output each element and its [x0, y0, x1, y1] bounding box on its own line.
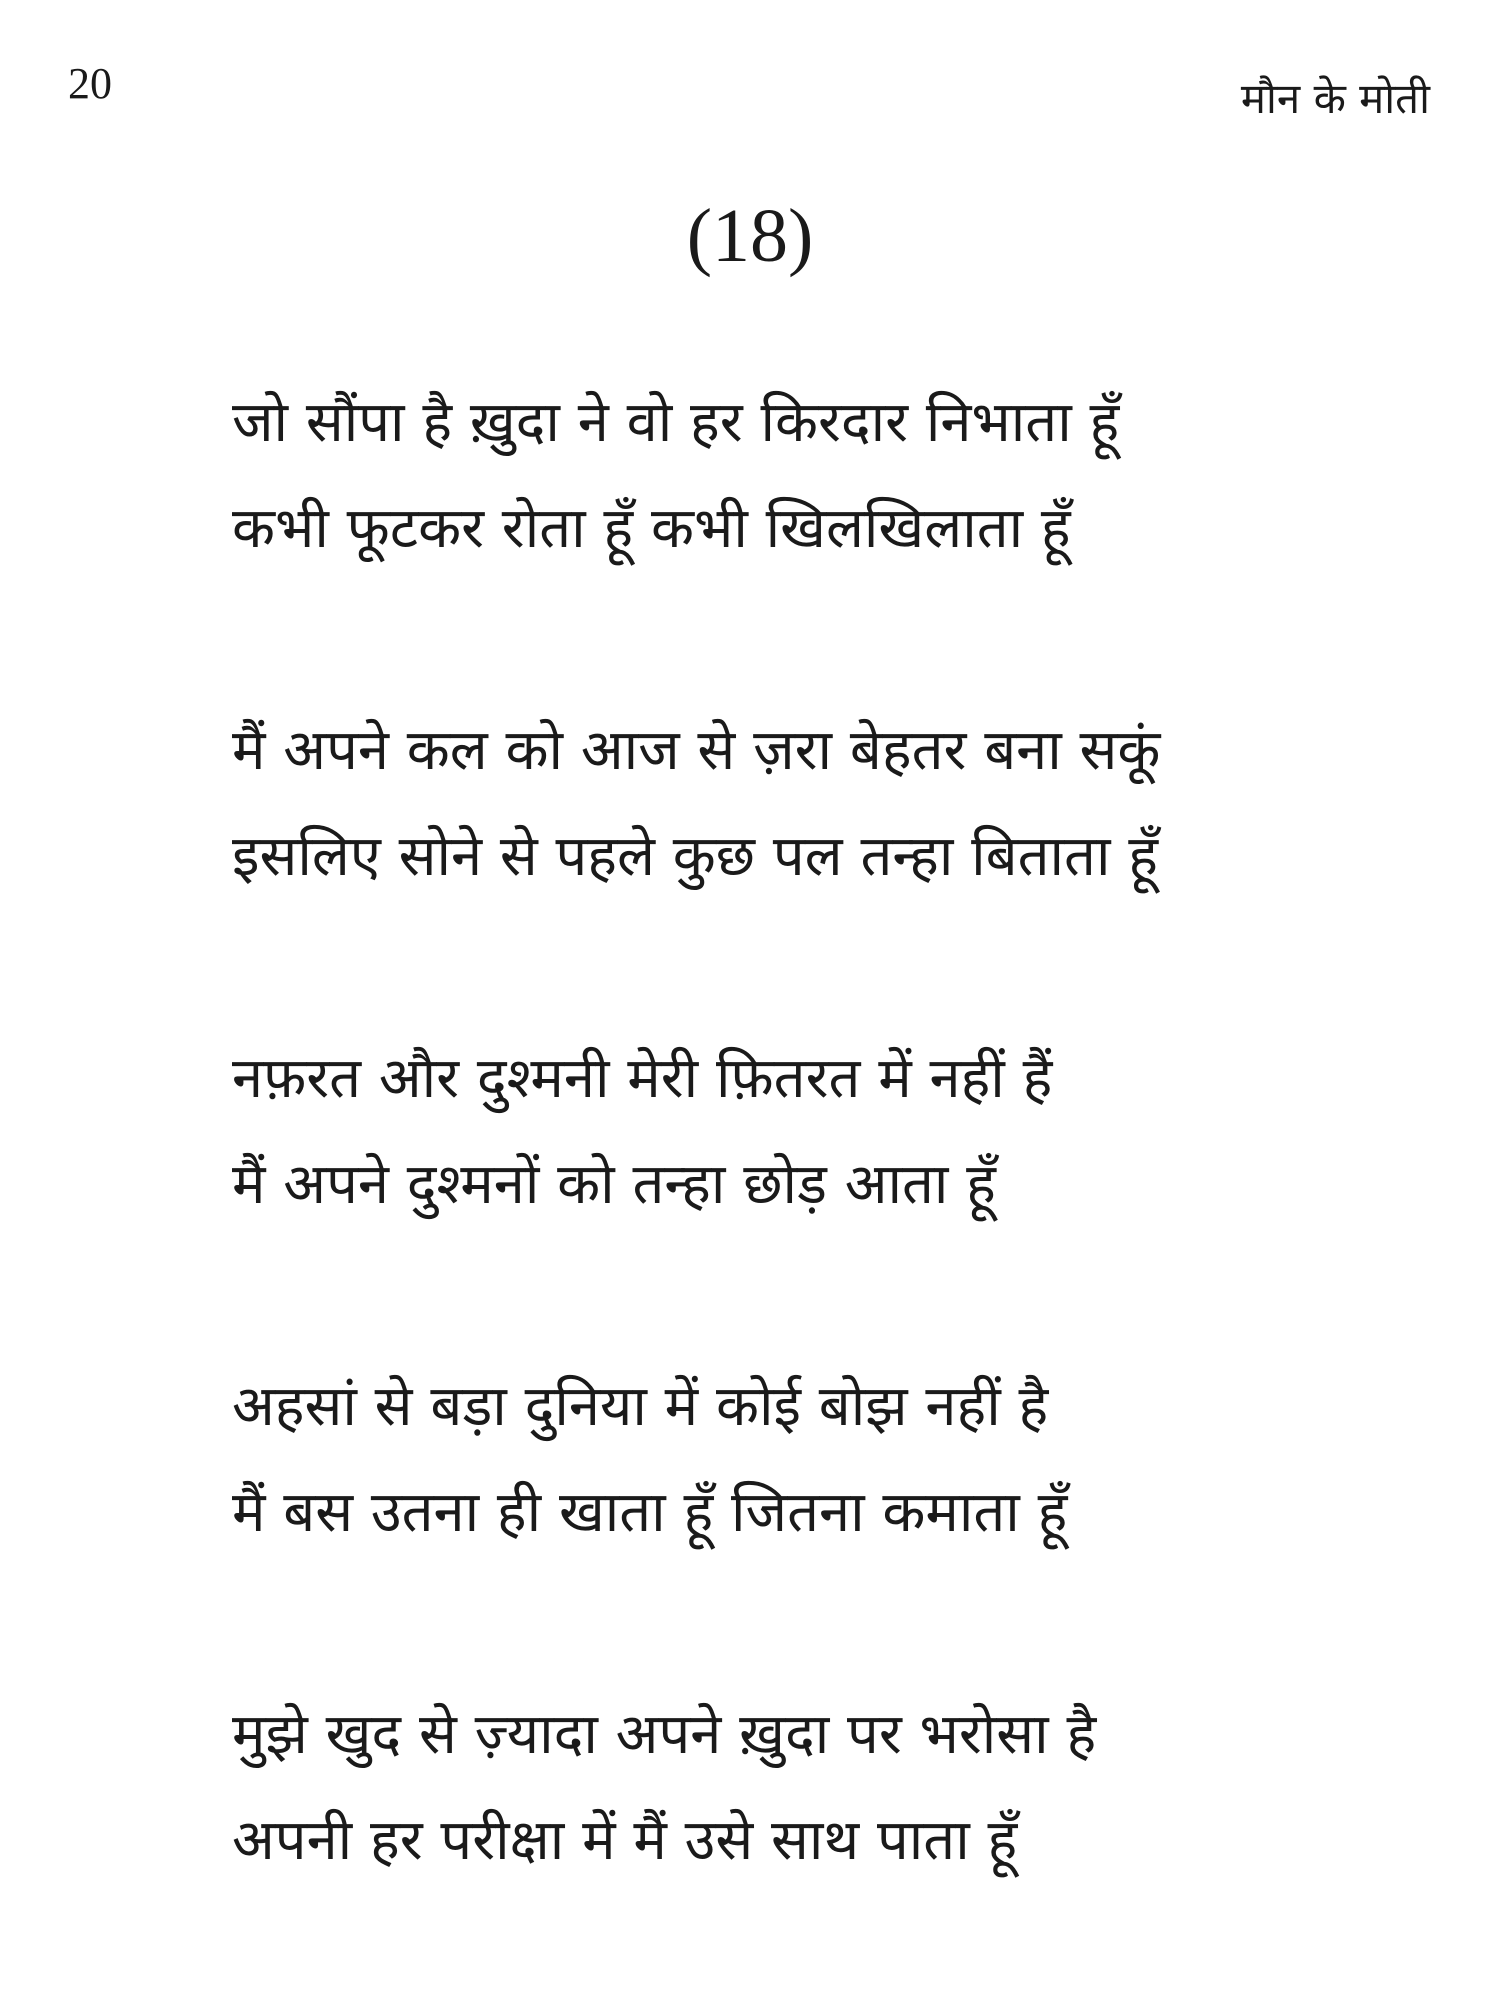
book-title: मौन के मोती — [1240, 74, 1430, 123]
page-number: 20 — [68, 59, 112, 108]
poem-line: इसलिए सोने से पहले कुछ पल तन्हा बिताता हूँ — [232, 824, 1159, 889]
poem-number: (18) — [686, 194, 814, 278]
poem-body — [232, 370, 1432, 2010]
stanza-2 — [232, 698, 1432, 1026]
poem-line: अहसां से बड़ा दुनिया में कोई बोझ नहीं है — [232, 1374, 1049, 1439]
stanza-1 — [232, 370, 1432, 698]
poem-line: जो सौंपा है ख़ुदा ने वो हर किरदार निभाता हूँ — [232, 390, 1120, 455]
poem-line: मैं अपने दुश्मनों को तन्हा छोड़ आता हूँ — [232, 1152, 996, 1217]
stanza-3 — [232, 1026, 1432, 1354]
poem-line: नफ़रत और दुश्मनी मेरी फ़ितरत में नहीं हैं — [232, 1046, 1053, 1111]
poem-line: मैं बस उतना ही खाता हूँ जितना कमाता हूँ — [232, 1480, 1068, 1545]
stanza-4 — [232, 1354, 1432, 1682]
stanza-5 — [232, 1682, 1432, 2010]
poem-line: कभी फूटकर रोता हूँ कभी खिलखिलाता हूँ — [232, 496, 1071, 561]
poem-line: मैं अपने कल को आज से ज़रा बेहतर बना सकूं — [232, 718, 1161, 783]
poem-line: अपनी हर परीक्षा में मैं उसे साथ पाता हूँ — [232, 1808, 1018, 1873]
poem-line: मुझे खुद से ज़्यादा अपने ख़ुदा पर भरोसा है — [232, 1702, 1097, 1767]
